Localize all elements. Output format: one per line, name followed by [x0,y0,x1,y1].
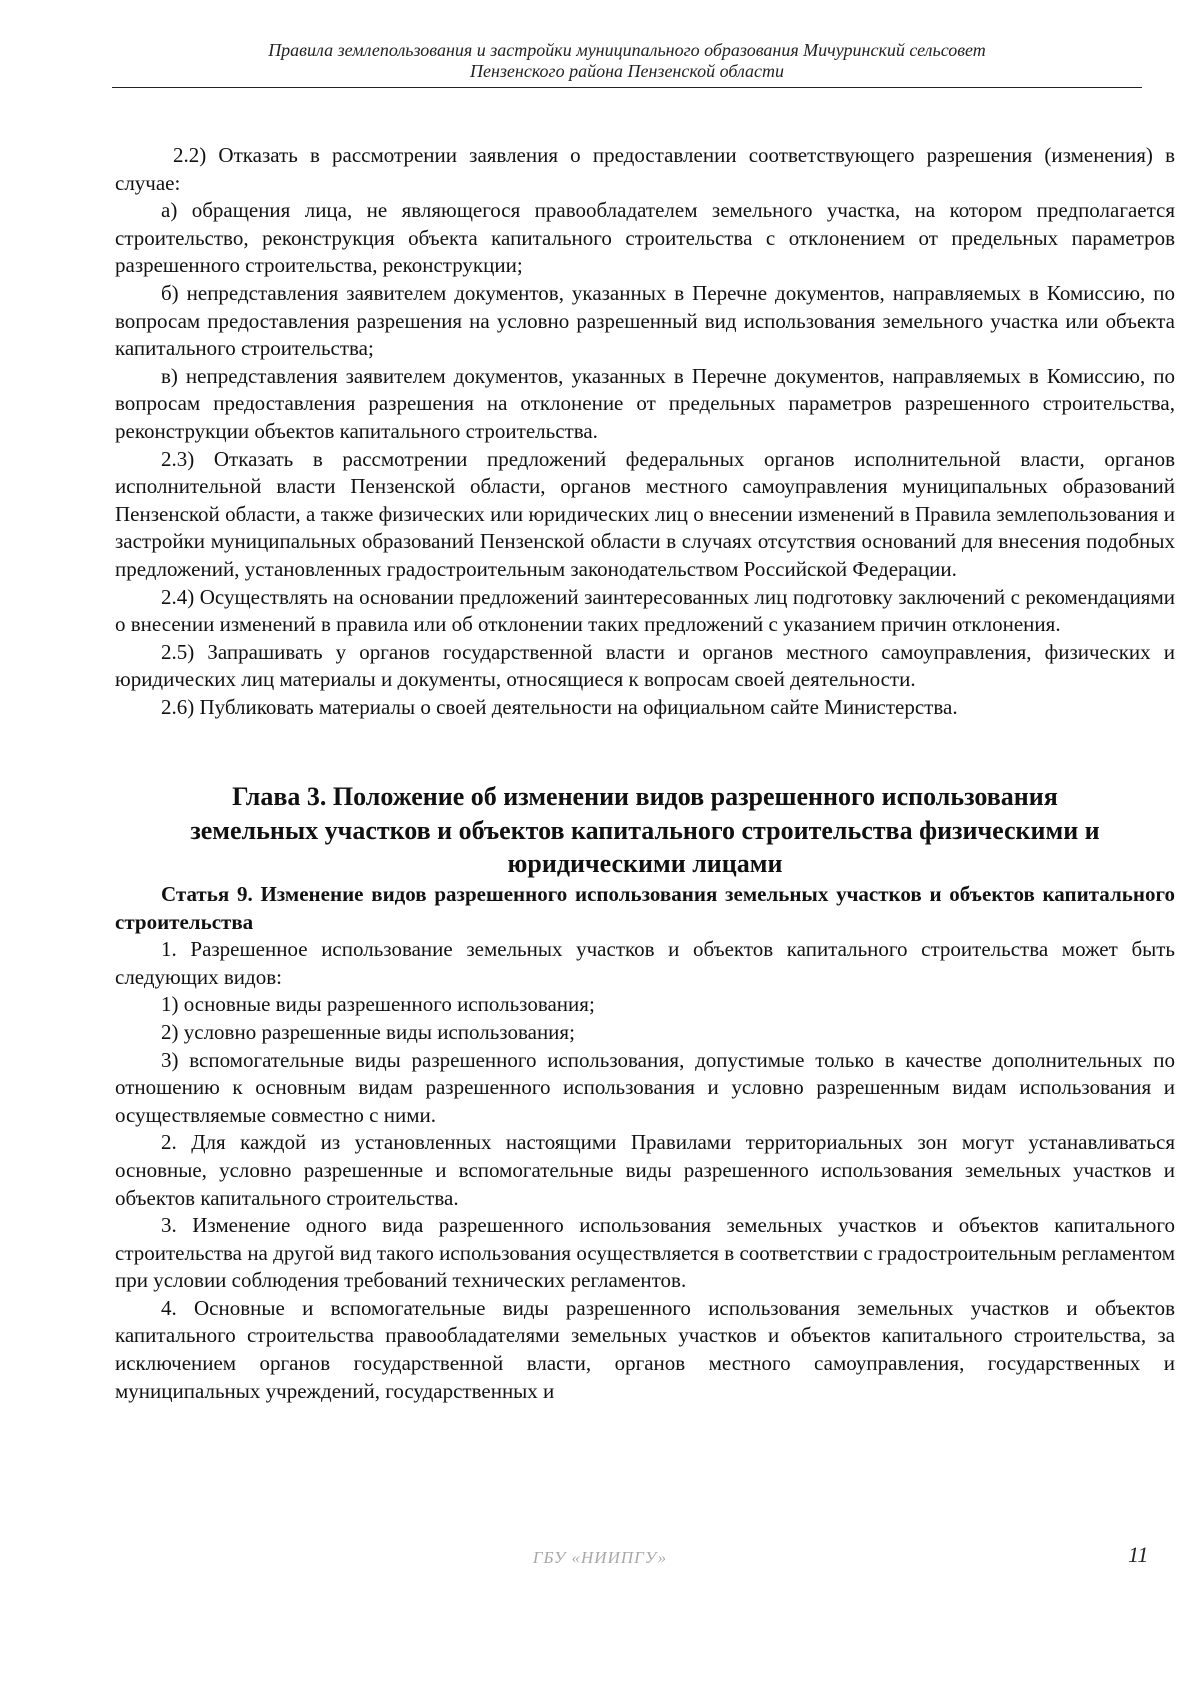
paragraph-9-1-2: 2) условно разрешенные виды использования; [161,1019,575,1044]
chapter-heading-line-3: юридическими лицами [507,849,783,879]
paragraph-9-3: 3. Изменение одного вида разрешенного использования земельных участков и объектов капитального строительства на другой вид такого использования осуществляется в соответствии с градостроительным регламентом при условии соблюдения требований технических регламентов. [115,1213,1175,1293]
document-body [115,142,1175,1405]
paragraph-9-1-1: 1) основные виды разрешенного использования; [161,992,595,1017]
paragraph-9-4: 4. Основные и вспомогательные виды разрешенного использования земельных участков и объектов капитального строительства правообладателями земельных участков и объектов капитального строительства, за исключением органов государственной власти, органов местного самоуправления, государственных и муниципальных учреждений, государственных и [115,1295,1175,1403]
paragraph-2-3: 2.3) Отказать в рассмотрении предложений федеральных органов исполнительной власти, органов исполнительной власти Пензенской области, органов местного самоуправления муниципальных образований Пензенской области, а также физических или юридических лиц о внесении изменений в Правила землепользования и застройки муниципальных образований Пензенской области в случаях отсутствия оснований для внесения подобных предложений, установленных градостроительным законодательством Российской Федерации. [115,446,1175,581]
paragraph-9-2: 2. Для каждой из установленных настоящими Правилами территориальных зон могут устанавливаться основные, условно разрешенные и вспомогательные виды разрешенного использования земельных участков и объектов капитального строительства. [115,1130,1175,1210]
running-header [112,40,1142,82]
paragraph-2-4: 2.4) Осуществлять на основании предложений заинтересованных лиц подготовку заключений с рекомендациями о внесении изменений в правила или об отклонении таких предложений с указанием причин отклонения. [115,584,1175,637]
chapter-heading-line-1: Глава 3. Положение об изменении видов разрешенного использования [232,782,1058,812]
paragraph-2-6: 2.6) Публиковать материалы о своей деятельности на официальном сайте Министерства. [161,694,958,719]
chapter-heading [115,780,1175,881]
article-heading: Статья 9. Изменение видов разрешенного использования земельных участков и объектов капитального строительства [115,881,1175,934]
paragraph-2-2: 2.2) Отказать в рассмотрении заявления о предоставлении соответствующего разрешения (изменения) в случае: [115,143,1175,195]
running-header-line-1: Правила землепользования и застройки муниципального образования Мичуринский сельсовет [268,40,986,60]
paragraph-2-2-v: в) непредставления заявителем документов, указанных в Перечне документов, направляемых в Комиссию, по вопросам предоставления разрешения на отклонение от предельных параметров разрешенного строительства, реконструкции объектов капитального строительства. [115,363,1175,443]
footer-organization: ГБУ «НИИПГУ» [532,1548,668,1567]
header-rule [112,87,1142,88]
paragraph-2-2-b: б) непредставления заявителем документов, указанных в Перечне документов, направляемых в Комиссию, по вопросам предоставления разрешения на условно разрешенный вид использования земельного участка или объекта капитального строительства; [115,280,1175,361]
paragraph-9-1-3: 3) вспомогательные виды разрешенного использования, допустимые только в качестве дополнительных по отношению к основным видам разрешенного использования и условно разрешенным видам использования и осуществляемые совместно с ними. [115,1047,1175,1127]
paragraph-9-1: 1. Разрешенное использование земельных участков и объектов капитального строительства может быть следующих видов: [115,937,1175,989]
chapter-heading-line-2: земельных участков и объектов капитального строительства физическими и [190,815,1100,845]
running-header-line-2: Пензенского района Пензенской области [469,61,785,81]
paragraph-2-5: 2.5) Запрашивать у органов государственной власти и органов местного самоуправления, физических и юридических лиц материалы и документы, относящиеся к вопросам своей деятельности. [115,639,1175,692]
paragraph-2-2-a: а) обращения лица, не являющегося правообладателем земельного участка, на котором предполагается строительство, реконструкция объекта капитального строительства с отклонением от предельных параметров разрешенного строительства, реконструкции; [115,198,1175,278]
page-number: 11 [1128,1542,1149,1567]
